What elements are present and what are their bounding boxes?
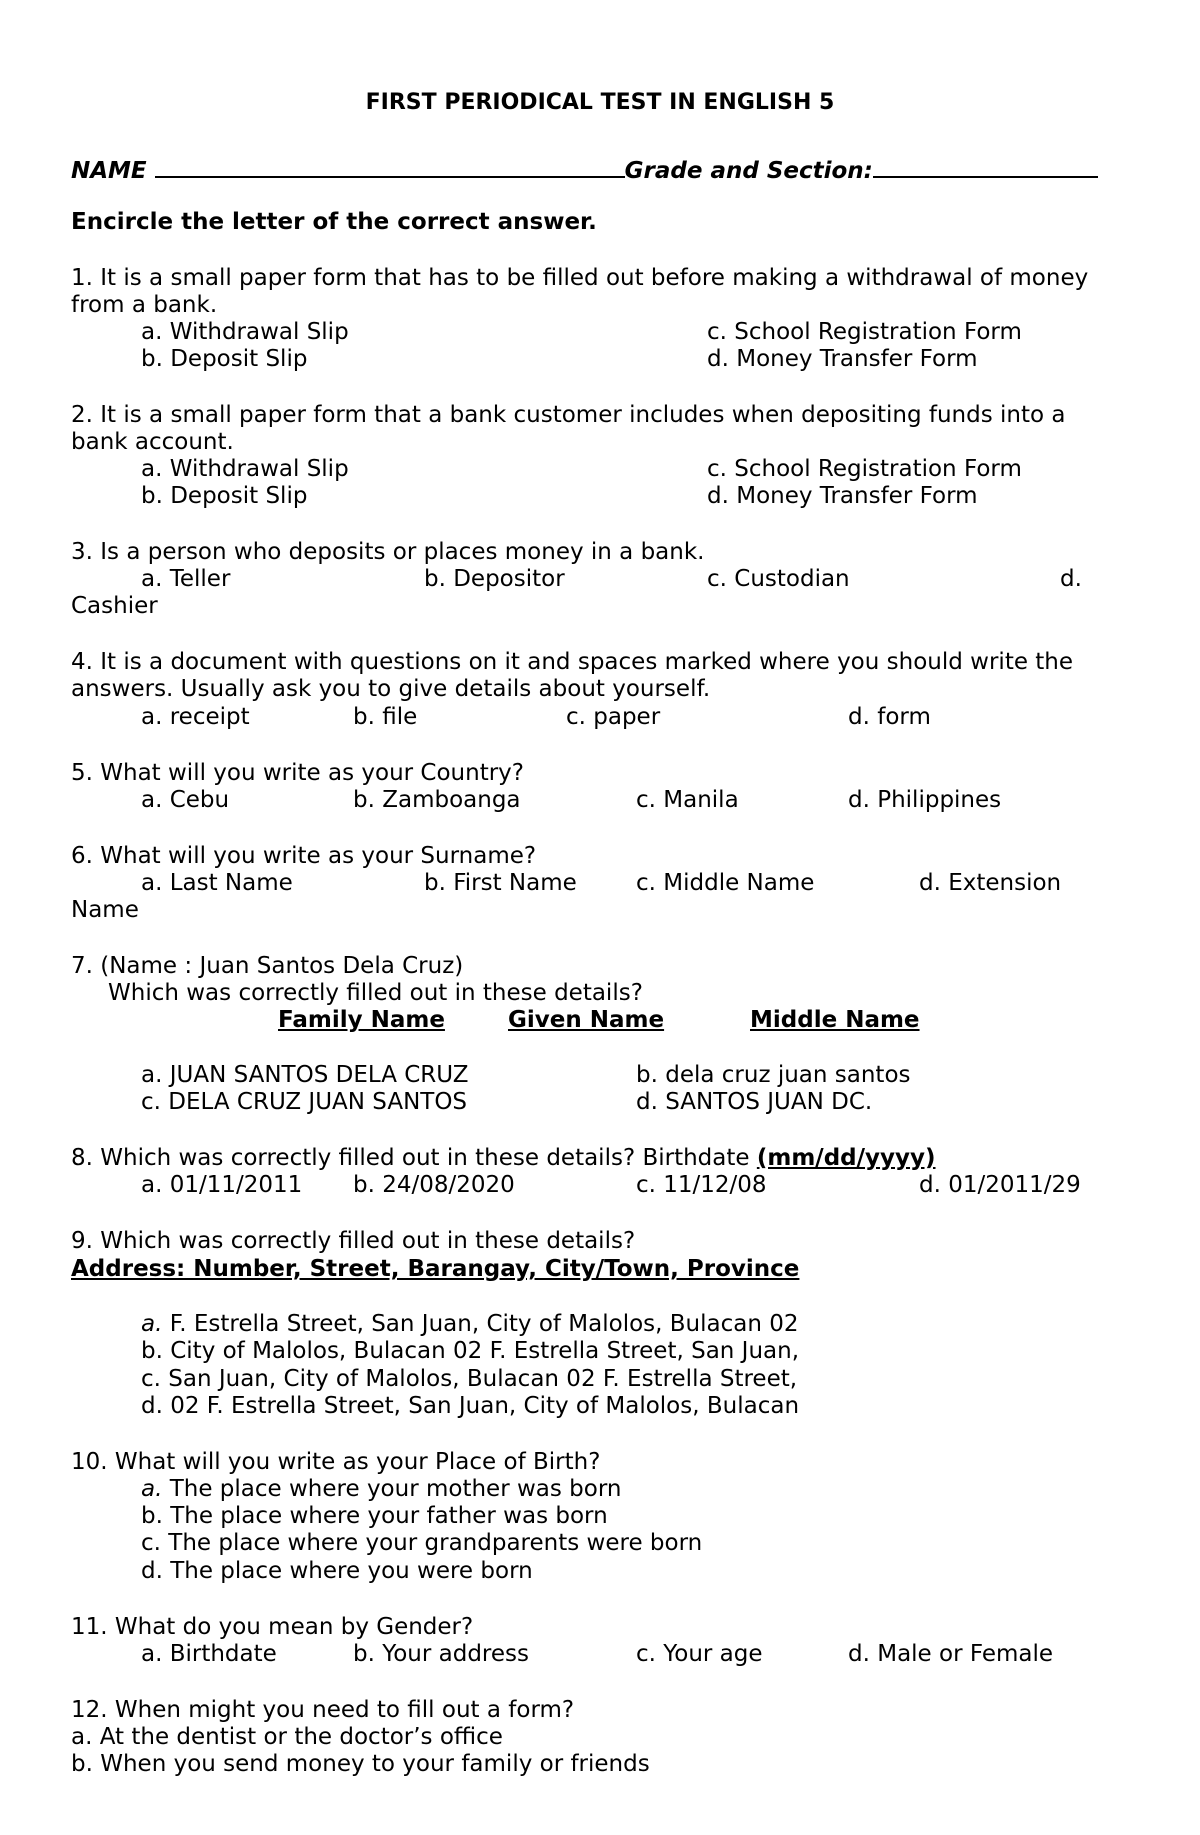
q10-option-a[interactable] [141, 1476, 621, 1503]
q8-option-d[interactable]: d. 01/2011/29 [919, 1172, 1081, 1198]
q8-stem-text: 8. Which was correctly filled out in these details? Birthdate [71, 1145, 757, 1171]
q7-header-middle-name: Middle Name [750, 1007, 920, 1033]
q9-option-a-letter: a. [141, 1311, 163, 1337]
q4-option-b[interactable]: b. file [353, 704, 418, 730]
q5-option-b[interactable]: b. Zamboanga [353, 787, 521, 813]
q7-header-given-name: Given Name [508, 1007, 665, 1033]
q9-option-b[interactable]: b. City of Malolos, Bulacan 02 F. Estrella Street, San Juan, [141, 1338, 800, 1364]
q5-option-c[interactable]: c. Manila [636, 787, 739, 813]
q3-option-c[interactable]: c. Custodian [707, 566, 850, 592]
q4-stem-line1: 4. It is a document with questions on it and spaces marked where you should write the [71, 649, 1074, 675]
q7-header-family-name: Family Name [278, 1007, 445, 1033]
q1-option-c[interactable]: c. School Registration Form [707, 319, 1022, 345]
name-blank[interactable] [155, 154, 625, 178]
q8-stem [71, 1145, 936, 1172]
q7-option-b[interactable]: b. dela cruz juan santos [636, 1062, 911, 1088]
q9-option-a[interactable] [141, 1311, 799, 1338]
q8-date-format: (mm/dd/yyyy) [756, 1145, 936, 1171]
q11-option-c[interactable]: c. Your age [636, 1641, 763, 1667]
q4-option-d[interactable]: d. form [848, 704, 931, 730]
q9-stem: 9. Which was correctly filled out in these details? [71, 1228, 636, 1254]
q8-option-c[interactable]: c. 11/12/08 [636, 1172, 767, 1198]
q10-option-a-letter: a. [141, 1476, 163, 1502]
q7-option-d[interactable]: d. SANTOS JUAN DC. [636, 1089, 873, 1115]
q11-option-b[interactable]: b. Your address [353, 1641, 529, 1667]
q6-option-d-continued[interactable]: Name [71, 897, 139, 923]
q4-option-c[interactable]: c. paper [566, 704, 661, 730]
q8-option-b[interactable]: b. 24/08/2020 [353, 1172, 515, 1198]
q5-stem: 5. What will you write as your Country? [71, 760, 524, 786]
q7-stem-line2: Which was correctly filled out in these details? [108, 980, 643, 1006]
q11-stem: 11. What do you mean by Gender? [71, 1614, 474, 1640]
q10-option-b[interactable]: b. The place where your father was born [141, 1503, 608, 1529]
q12-option-b[interactable]: b. When you send money to your family or friends [71, 1751, 650, 1777]
q1-option-b[interactable]: b. Deposit Slip [141, 346, 308, 372]
q7-stem-line1: 7. (Name : Juan Santos Dela Cruz) [71, 953, 464, 979]
grade-section-blank[interactable] [873, 154, 1098, 178]
q10-option-c[interactable]: c. The place where your grandparents were born [141, 1530, 703, 1556]
q3-stem: 3. Is a person who deposits or places money in a bank. [71, 539, 705, 565]
q7-option-c[interactable]: c. DELA CRUZ JUAN SANTOS [141, 1089, 468, 1115]
q6-option-a[interactable]: a. Last Name [141, 870, 293, 896]
q6-option-c[interactable]: c. Middle Name [636, 870, 815, 896]
q3-option-b[interactable]: b. Depositor [424, 566, 565, 592]
q3-option-d-continued[interactable]: Cashier [71, 593, 158, 619]
q1-stem-line1: 1. It is a small paper form that has to be filled out before making a withdrawal of money [71, 265, 1089, 291]
grade-section-label: Grade and Section: [624, 158, 873, 184]
q6-option-d[interactable]: d. Extension [919, 870, 1062, 896]
q9-address-format: Address: Number, Street, Barangay, City/Town, Province [71, 1256, 800, 1282]
q6-stem: 6. What will you write as your Surname? [71, 843, 537, 869]
q2-option-d[interactable]: d. Money Transfer Form [707, 483, 978, 509]
q4-stem-line2: answers. Usually ask you to give details about yourself. [71, 676, 711, 702]
name-label: NAME [71, 158, 155, 184]
q12-stem: 12. When might you need to fill out a form? [71, 1697, 575, 1723]
q9-option-d[interactable]: d. 02 F. Estrella Street, San Juan, City of Malolos, Bulacan [141, 1393, 800, 1419]
q11-option-a[interactable]: a. Birthdate [141, 1641, 277, 1667]
q2-stem-line1: 2. It is a small paper form that a bank customer includes when depositing funds into a [71, 402, 1066, 428]
q2-option-c[interactable]: c. School Registration Form [707, 456, 1022, 482]
q8-option-a[interactable]: a. 01/11/2011 [141, 1172, 303, 1198]
q3-option-a[interactable]: a. Teller [141, 566, 231, 592]
q2-option-a[interactable]: a. Withdrawal Slip [141, 456, 349, 482]
q10-stem: 10. What will you write as your Place of Birth? [71, 1449, 601, 1475]
q6-option-b[interactable]: b. First Name [424, 870, 577, 896]
q5-option-a[interactable]: a. Cebu [141, 787, 230, 813]
q1-option-a[interactable]: a. Withdrawal Slip [141, 319, 349, 345]
q9-option-a-text: F. Estrella Street, San Juan, City of Malolos, Bulacan 02 [162, 1311, 799, 1337]
instruction: Encircle the letter of the correct answer. [71, 209, 597, 235]
q1-stem-line2: from a bank. [71, 292, 218, 318]
q10-option-a-text: The place where your mother was born [162, 1476, 622, 1502]
q4-option-a[interactable]: a. receipt [141, 704, 250, 730]
q10-option-d[interactable]: d. The place where you were born [141, 1558, 533, 1584]
page-title: FIRST PERIODICAL TEST IN ENGLISH 5 [365, 90, 835, 115]
q5-option-d[interactable]: d. Philippines [848, 787, 1002, 813]
q2-stem-line2: bank account. [71, 429, 234, 455]
q9-option-c[interactable]: c. San Juan, City of Malolos, Bulacan 02 F. Estrella Street, [141, 1366, 798, 1392]
q1-option-d[interactable]: d. Money Transfer Form [707, 346, 978, 372]
q2-option-b[interactable]: b. Deposit Slip [141, 483, 308, 509]
name-field-row [71, 154, 1098, 185]
q11-option-d[interactable]: d. Male or Female [848, 1641, 1054, 1667]
q3-option-d[interactable]: d. [1060, 566, 1082, 592]
q12-option-a[interactable]: a. At the dentist or the doctor’s office [71, 1724, 503, 1750]
q7-option-a[interactable]: a. JUAN SANTOS DELA CRUZ [141, 1062, 469, 1088]
